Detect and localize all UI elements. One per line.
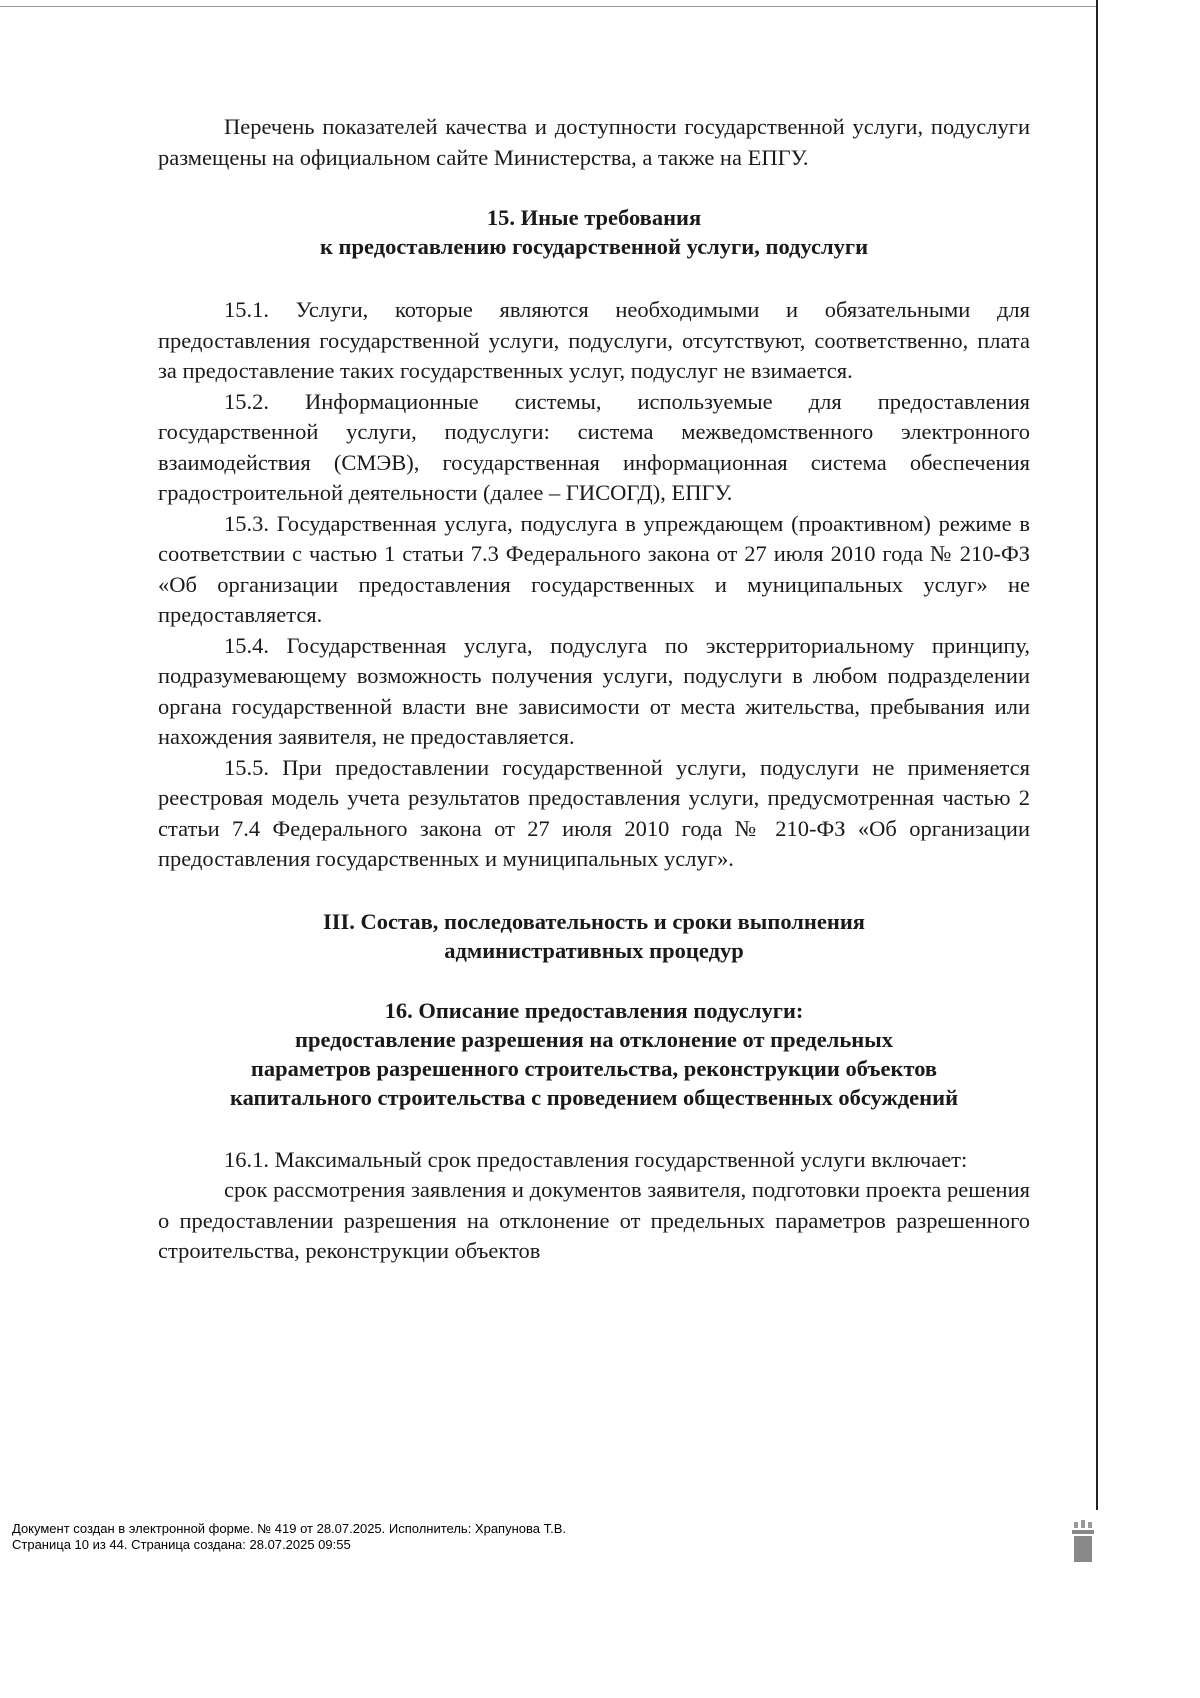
paragraph-15-3: 15.3. Государственная услуга, подуслуга в упреждающем (проактивном) режиме в соответствии с частью 1 статьи 7.3 Федерального закона от 27 июля 2010 года № 210-ФЗ «Об организации предоставления государственных и муниципальных услуг» не предоставляется. bbox=[158, 510, 1030, 627]
footer-line2: Страница 10 из 44. Страница создана: 28.07.2025 09:55 bbox=[12, 1537, 351, 1552]
footer-line1: Документ создан в электронной форме. № 419 от 28.07.2025. Исполнитель: Храпунова Т.В. bbox=[12, 1521, 567, 1536]
section-iii-heading-line2: административных процедур bbox=[444, 937, 744, 963]
paragraph-16-1-continuation: срок рассмотрения заявления и документов заявителя, подготовки проекта решения о предоставлении разрешения на отклонение от предельных параметров разрешенного строительства, реконструкции объектов bbox=[158, 1177, 1030, 1263]
paragraph-15-1: 15.1. Услуги, которые являются необходимыми и обязательными для предоставления государственной услуги, подуслуги, отсутствуют, соответственно, плата за предоставление таких государственных услуг, подуслуг не взимается. bbox=[158, 297, 1030, 383]
section-16-heading-line2: предоставление разрешения на отклонение от предельных bbox=[294, 1026, 894, 1052]
page-top-edge bbox=[0, 0, 1110, 7]
section-15-heading-line1: 15. Иные требования bbox=[486, 205, 702, 230]
section-15-heading-line2: к предоставлению государственной услуги, подуслуги bbox=[319, 234, 869, 259]
intro-paragraph: Перечень показателей качества и доступности государственной услуги, подуслуги размещены на официальном сайте Министерства, а также на ЕПГУ. bbox=[158, 114, 1030, 170]
page-right-edge bbox=[1096, 0, 1110, 1510]
section-16-heading-line4: капитального строительства с проведением общественных обсуждений bbox=[229, 1084, 959, 1110]
paragraph-16-1: 16.1. Максимальный срок предоставления государственной услуги включает: bbox=[224, 1146, 968, 1172]
section-16-heading bbox=[158, 996, 1030, 1112]
section-iii-heading-line1: III. Состав, последовательность и сроки выполнения bbox=[323, 908, 865, 934]
section-iii-heading bbox=[158, 907, 1030, 965]
section-16-heading-line3: параметров разрешенного строительства, реконструкции объектов bbox=[250, 1055, 938, 1081]
section-15-heading bbox=[158, 203, 1030, 261]
section-16-heading-line1: 16. Описание предоставления подуслуги: bbox=[384, 997, 804, 1023]
document-body bbox=[158, 112, 1030, 1267]
document-footer bbox=[12, 1521, 566, 1553]
trash-icon bbox=[1070, 1520, 1096, 1564]
paragraph-15-4: 15.4. Государственная услуга, подуслуга по экстерриториальному принципу, подразумевающему возможность получения услуги, подуслуги в любом подразделении органа государственной власти вне зависимости от места жительства, пребывания или нахождения заявителя, не предоставляется. bbox=[158, 632, 1030, 749]
paragraph-15-2: 15.2. Информационные системы, используемые для предоставления государственной услуги, подуслуги: система межведомственного электронного взаимодействия (СМЭВ), государственная информационная система обеспечения градостроительной деятельности (далее – ГИСОГД), ЕПГУ. bbox=[158, 388, 1030, 505]
paragraph-15-5: 15.5. При предоставлении государственной услуги, подуслуги не применяется реестровая модель учета результатов предоставления услуги, предусмотренная частью 2 статьи 7.4 Федерального закона от 27 июля 2010 года № 210-ФЗ «Об организации предоставления государственных и муниципальных услуг». bbox=[158, 754, 1030, 871]
